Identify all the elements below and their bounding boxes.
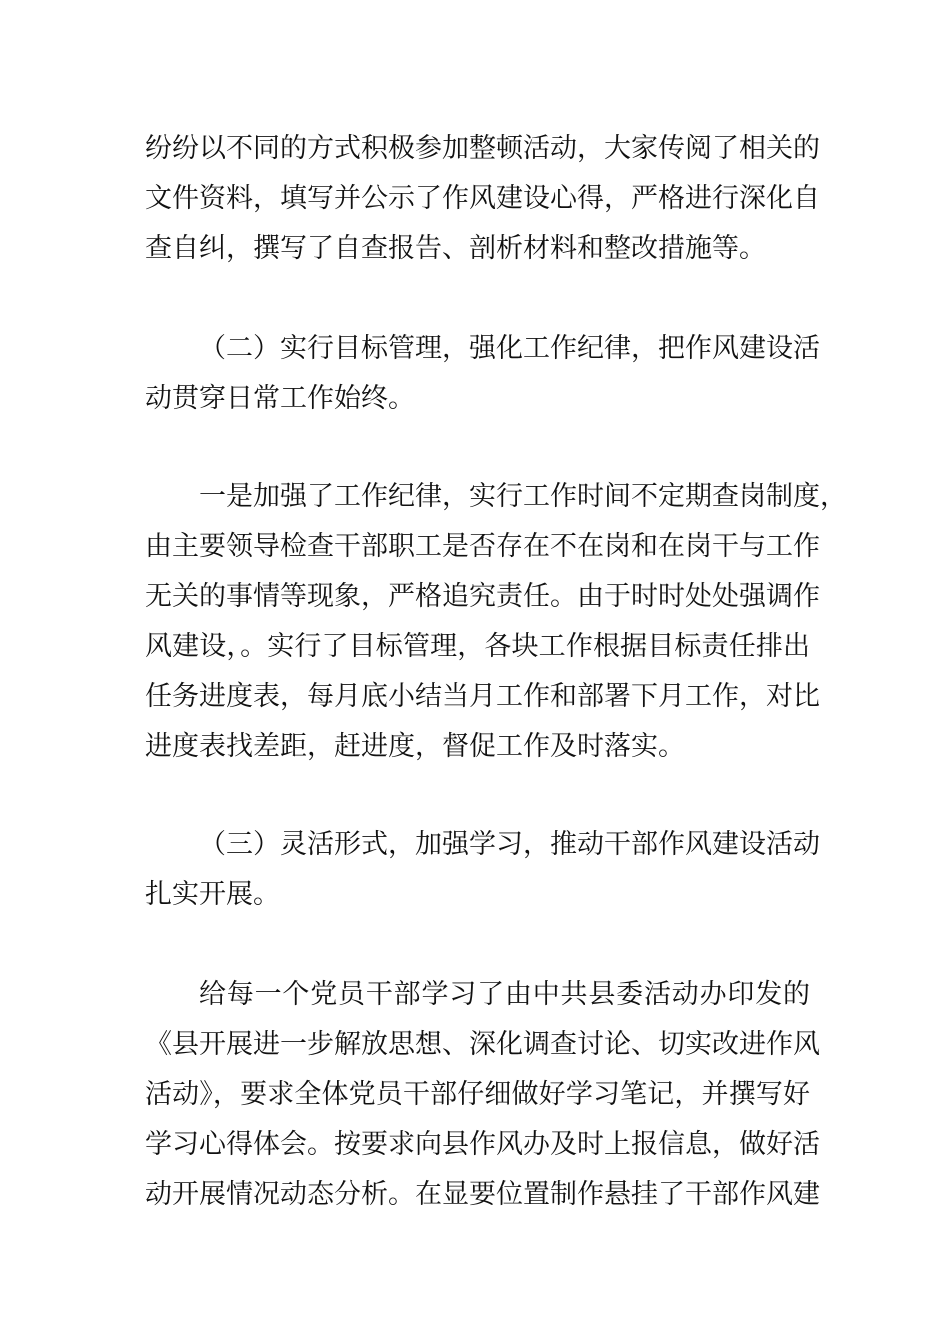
paragraph-3 <box>145 472 847 772</box>
paragraph-5 <box>145 970 820 1220</box>
paragraph-line: 纷纷以不同的方式积极参加整顿活动，大家传阅了相关的 <box>145 133 820 164</box>
paragraph-line: 《县开展进一步解放思想、深化调查讨论、切实改进作风 <box>145 1029 820 1060</box>
paragraph-line: 查自纠，撰写了自查报告、剖析材料和整改措施等。 <box>145 233 766 264</box>
paragraph-line: 文件资料，填写并公示了作风建设心得，严格进行深化自 <box>145 183 820 214</box>
paragraph-line: （三）灵活形式，加强学习，推动干部作风建设活动 <box>199 829 820 860</box>
paragraph-line: 无关的事情等现象，严格追究责任。由于时时处处强调作 <box>145 581 820 612</box>
paragraph-line: 风建设，。实行了目标管理，各块工作根据目标责任排出 <box>145 631 810 662</box>
section-heading-2 <box>145 324 820 424</box>
section-heading-3 <box>145 820 820 920</box>
paragraph-line: 动开展情况动态分析。在显要位置制作悬挂了干部作风建 <box>145 1179 820 1210</box>
paragraph-line: 给每一个党员干部学习了由中共县委活动办印发的 <box>199 979 810 1010</box>
paragraph-line: 一是加强了工作纪律，实行工作时间不定期查岗制度， <box>199 481 847 512</box>
paragraph-1 <box>145 124 820 274</box>
paragraph-line: 活动》，要求全体党员干部仔细做好学习笔记，并撰写好 <box>145 1079 810 1110</box>
paragraph-line: （二）实行目标管理，强化工作纪律，把作风建设活 <box>199 333 820 364</box>
paragraph-line: 学习心得体会。按要求向县作风办及时上报信息，做好活 <box>145 1129 820 1160</box>
paragraph-line: 进度表找差距，赶进度，督促工作及时落实。 <box>145 731 685 762</box>
paragraph-line: 动贯穿日常工作始终。 <box>145 383 415 414</box>
paragraph-line: 由主要领导检查干部职工是否存在不在岗和在岗干与工作 <box>145 531 820 562</box>
paragraph-line: 任务进度表，每月底小结当月工作和部署下月工作，对比 <box>145 681 820 712</box>
paragraph-line: 扎实开展。 <box>145 879 280 910</box>
